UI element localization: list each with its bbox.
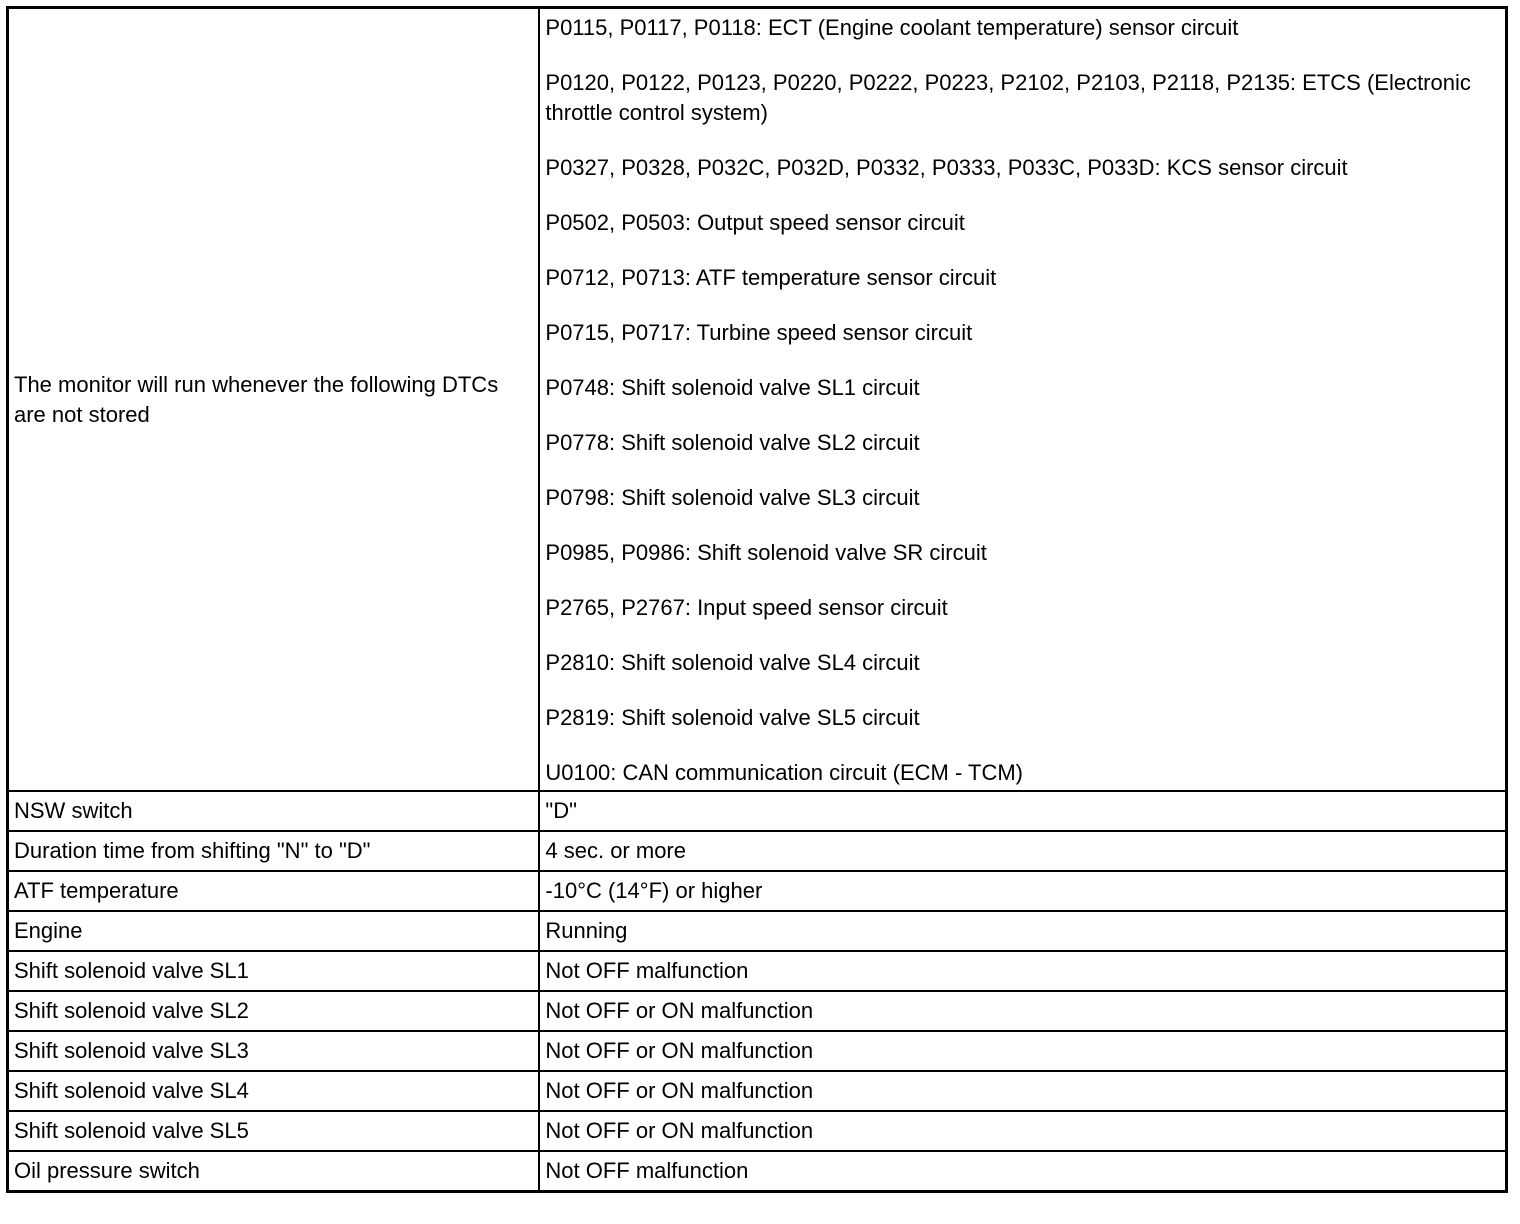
dtc-item: P0715, P0717: Turbine speed sensor circuit xyxy=(545,320,973,345)
condition-value: Running xyxy=(539,911,1506,951)
dtc-item: P0502, P0503: Output speed sensor circuit xyxy=(545,210,965,235)
condition-label: Shift solenoid valve SL4 xyxy=(8,1071,540,1111)
condition-value: Not OFF malfunction xyxy=(539,951,1506,991)
table-row xyxy=(8,911,1507,951)
dtc-item: P2765, P2767: Input speed sensor circuit xyxy=(545,595,948,620)
dtc-item: P0120, P0122, P0123, P0220, P0222, P0223, P2102, P2103, P2118, P2135: ETCS (Electronic throttle control system) xyxy=(545,70,1471,125)
condition-label: Engine xyxy=(8,911,540,951)
condition-value: Not OFF malfunction xyxy=(539,1151,1506,1192)
condition-value: Not OFF or ON malfunction xyxy=(539,1031,1506,1071)
condition-label: Shift solenoid valve SL3 xyxy=(8,1031,540,1071)
condition-value: 4 sec. or more xyxy=(539,831,1506,871)
table-row xyxy=(8,1111,1507,1151)
dtc-item: P0778: Shift solenoid valve SL2 circuit xyxy=(545,430,920,455)
table-row xyxy=(8,991,1507,1031)
dtc-item: P2819: Shift solenoid valve SL5 circuit xyxy=(545,705,920,730)
monitor-conditions-table xyxy=(6,6,1508,1193)
condition-value: -10°C (14°F) or higher xyxy=(539,871,1506,911)
condition-label: Duration time from shifting "N" to "D" xyxy=(8,831,540,871)
dtc-list-cell xyxy=(539,8,1506,792)
condition-value: Not OFF or ON malfunction xyxy=(539,1071,1506,1111)
condition-value: "D" xyxy=(539,791,1506,831)
condition-label: NSW switch xyxy=(8,791,540,831)
condition-value: Not OFF or ON malfunction xyxy=(539,991,1506,1031)
condition-label: Shift solenoid valve SL2 xyxy=(8,991,540,1031)
dtc-item: P0115, P0117, P0118: ECT (Engine coolant temperature) sensor circuit xyxy=(545,15,1239,40)
dtc-list xyxy=(540,9,1505,790)
table-row xyxy=(8,831,1507,871)
table-row xyxy=(8,951,1507,991)
condition-label: ATF temperature xyxy=(8,871,540,911)
dtc-item: P0712, P0713: ATF temperature sensor circuit xyxy=(545,265,997,290)
table-row xyxy=(8,871,1507,911)
table-row xyxy=(8,1151,1507,1192)
dtc-item: U0100: CAN communication circuit (ECM - TCM) xyxy=(545,760,1023,785)
condition-value: Not OFF or ON malfunction xyxy=(539,1111,1506,1151)
table-row xyxy=(8,1071,1507,1111)
condition-label: Shift solenoid valve SL1 xyxy=(8,951,540,991)
dtc-condition-row xyxy=(8,8,1507,792)
dtc-item: P0798: Shift solenoid valve SL3 circuit xyxy=(545,485,920,510)
dtc-item: P0327, P0328, P032C, P032D, P0332, P0333, P033C, P033D: KCS sensor circuit xyxy=(545,155,1348,180)
condition-label: Shift solenoid valve SL5 xyxy=(8,1111,540,1151)
dtc-item: P2810: Shift solenoid valve SL4 circuit xyxy=(545,650,920,675)
table-row xyxy=(8,791,1507,831)
table-row xyxy=(8,1031,1507,1071)
dtc-item: P0748: Shift solenoid valve SL1 circuit xyxy=(545,375,920,400)
dtc-condition-label: The monitor will run whenever the following DTCs are not stored xyxy=(8,8,540,792)
dtc-item: P0985, P0986: Shift solenoid valve SR circuit xyxy=(545,540,987,565)
condition-label: Oil pressure switch xyxy=(8,1151,540,1192)
